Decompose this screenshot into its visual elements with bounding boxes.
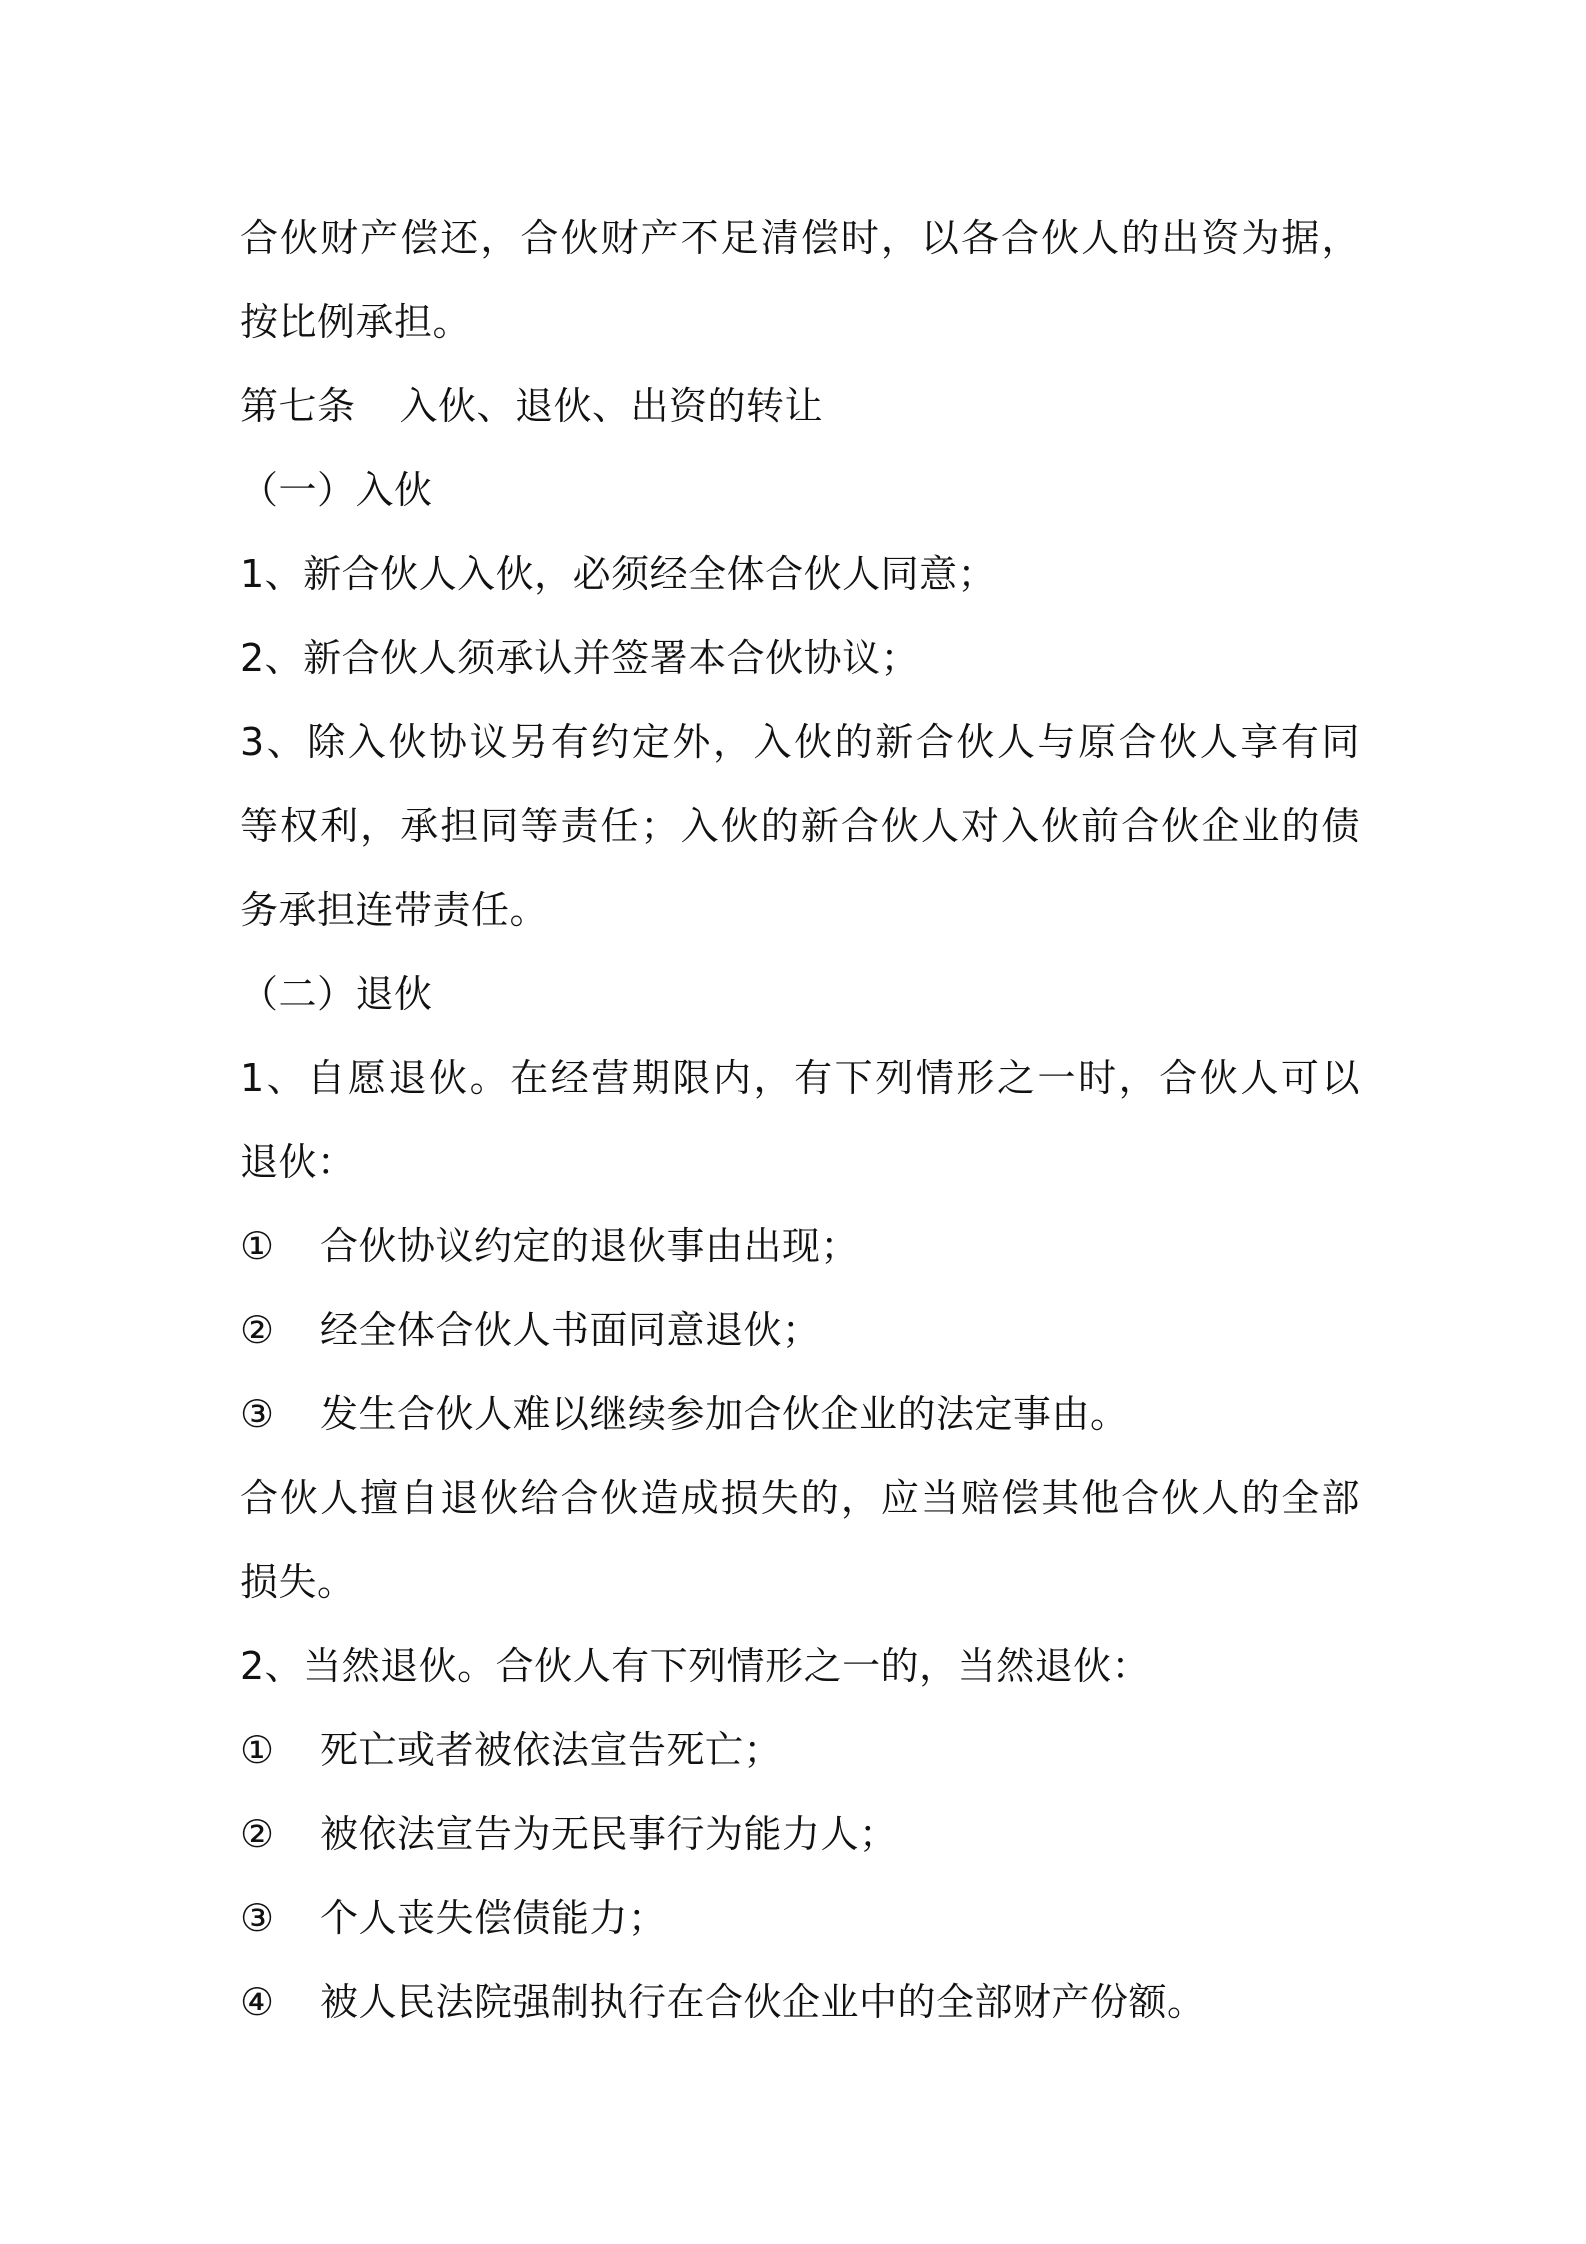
voluntary-case-item <box>240 1288 1360 1372</box>
voluntary-withdraw-line: 1、自愿退伙。在经营期限内，有下列情形之一时，合伙人可以 <box>240 1056 1360 1100</box>
list-marker: ① <box>240 1728 275 1772</box>
join-rule-2: 2、新合伙人须承认并签署本合伙协议； <box>240 636 920 680</box>
list-item-text: 发生合伙人难以继续参加合伙企业的法定事由。 <box>320 1392 1129 1436</box>
join-rule-3-line: 3、除入伙协议另有约定外，入伙的新合伙人与原合伙人享有同 <box>240 720 1360 764</box>
voluntary-case-item <box>240 1372 1360 1456</box>
voluntary-withdraw-line: 退伙： <box>240 1140 356 1184</box>
article-number: 第七条 <box>240 384 356 428</box>
list-marker: ③ <box>240 1896 275 1940</box>
document-body <box>240 196 1360 2044</box>
list-item-text: 死亡或者被依法宣告死亡； <box>320 1728 783 1772</box>
article-title: 入伙、退伙、出资的转让 <box>399 384 824 428</box>
section-title-join: （一）入伙 <box>240 468 433 512</box>
article-heading <box>240 364 1360 448</box>
automatic-withdraw-line: 2、当然退伙。合伙人有下列情形之一的，当然退伙： <box>240 1644 1151 1688</box>
list-marker: ③ <box>240 1392 275 1436</box>
list-item-text: 合伙协议约定的退伙事由出现； <box>320 1224 860 1268</box>
join-rule-3-line: 务承担连带责任。 <box>240 888 549 932</box>
automatic-case-item <box>240 1792 1360 1876</box>
loss-clause-line: 合伙人擅自退伙给合伙造成损失的，应当赔偿其他合伙人的全部 <box>240 1476 1360 1520</box>
list-marker: ① <box>240 1224 275 1268</box>
paragraph-line: 按比例承担。 <box>240 300 472 344</box>
list-marker: ② <box>240 1812 275 1856</box>
list-item-text: 经全体合伙人书面同意退伙； <box>320 1308 821 1352</box>
automatic-case-item <box>240 1708 1360 1792</box>
list-item-text: 被人民法院强制执行在合伙企业中的全部财产份额。 <box>320 1980 1206 2024</box>
list-item-text: 个人丧失偿债能力； <box>320 1896 667 1940</box>
list-marker: ④ <box>240 1980 275 2024</box>
voluntary-case-item <box>240 1204 1360 1288</box>
automatic-case-item <box>240 1960 1360 2044</box>
loss-clause-line: 损失。 <box>240 1560 356 1604</box>
list-marker: ② <box>240 1308 275 1352</box>
automatic-case-item <box>240 1876 1360 1960</box>
join-rule-1: 1、新合伙人入伙，必须经全体合伙人同意； <box>240 552 997 596</box>
list-item-text: 被依法宣告为无民事行为能力人； <box>320 1812 898 1856</box>
join-rule-3-line: 等权利，承担同等责任；入伙的新合伙人对入伙前合伙企业的债 <box>240 804 1360 848</box>
paragraph-line: 合伙财产偿还，合伙财产不足清偿时，以各合伙人的出资为据， <box>240 216 1360 260</box>
section-title-withdraw: （二）退伙 <box>240 972 433 1016</box>
